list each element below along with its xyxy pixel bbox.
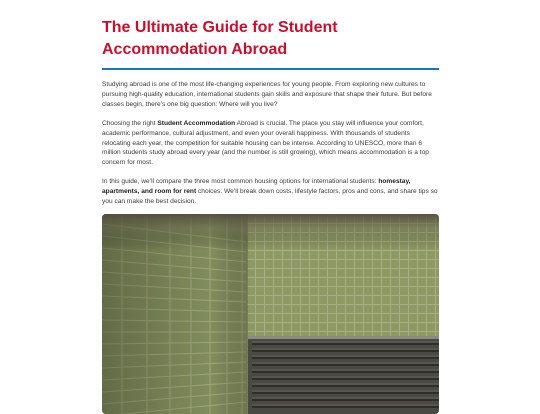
bold-keyword: homestay, apartments, and room for rent xyxy=(102,178,411,196)
hero-image xyxy=(102,214,439,414)
article xyxy=(102,0,439,207)
paragraph-text: In this guide, we’ll compare the three most common housing options for international students: xyxy=(102,178,379,186)
paragraph-accommodation xyxy=(102,119,439,169)
bold-keyword: Student Accommodation xyxy=(157,119,236,127)
paragraph-guide xyxy=(102,177,439,207)
article-title: The Ultimate Guide for Student Accommodation Abroad xyxy=(102,19,338,58)
title-divider xyxy=(102,68,439,70)
tiled-wall-photo xyxy=(102,214,439,414)
paragraph-text: choices. We’ll break down costs, lifestyle factors, pros and cons, and share tips so you can make the best decision. xyxy=(102,188,438,206)
paragraph-text: Abroad is crucial. The place you stay will influence your comfort, academic performance, cultural adjustment, and even your overall happiness. With thousands of students relocating each year, the competition for suitable housing can be intense. According to UNESCO, more than 6 million students study abroad every year (and the number is still growing), which means accommodation is a top concern for most. xyxy=(102,119,429,167)
intro-paragraph: Studying abroad is one of the most life-changing experiences for young people. From exploring new cultures to pursuing high-quality education, international students gain skills and exposure that shape their future. But before classes begin, there’s one big question: Where will you live? xyxy=(102,81,432,108)
paragraph-text: Choosing the right xyxy=(102,119,158,127)
